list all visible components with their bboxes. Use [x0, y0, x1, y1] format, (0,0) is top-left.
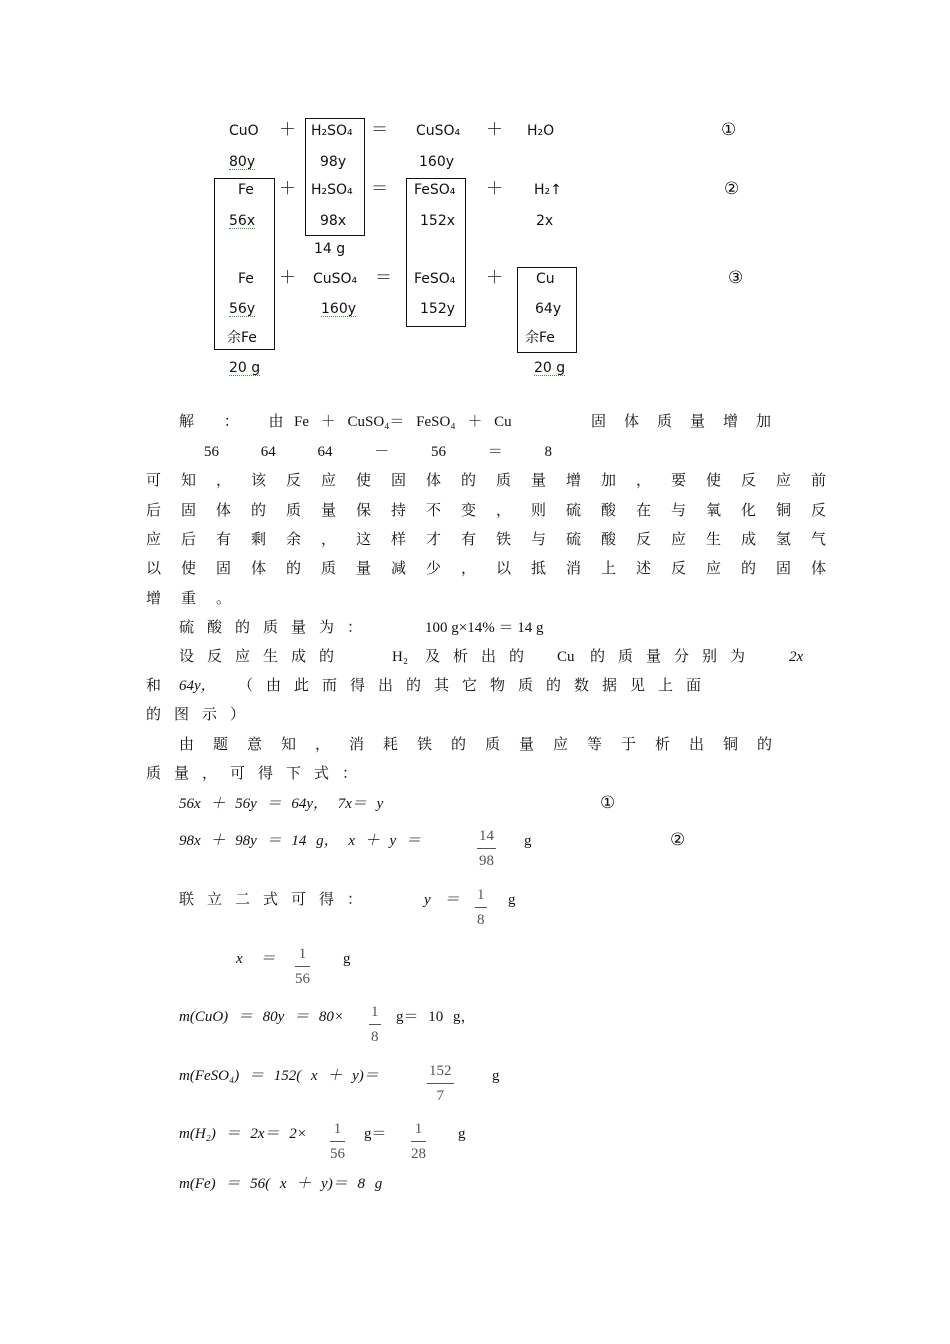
r2-number: ② [724, 179, 740, 199]
r1-eq: ＝ [371, 120, 388, 140]
r2-98x: 98x [320, 213, 347, 229]
m-h2-fraction-2: 1 28 [411, 1121, 426, 1162]
r2-h2so4: H₂SO₄ [311, 182, 353, 198]
m-feso4: m(FeSO₄) ＝ 152( x ＋ y)＝ [179, 1068, 379, 1084]
assume-2x: 2x [789, 649, 804, 665]
r3-excess-fe-left: 余Fe [227, 330, 257, 346]
y-fraction: 1 8 [477, 887, 485, 928]
assume-cu: Cu [557, 649, 575, 665]
m-h2-unit: g [458, 1126, 466, 1142]
r2-plus2: ＋ [486, 179, 503, 199]
r1-h2o: H₂O [527, 123, 555, 139]
r1-cuo: CuO [229, 123, 259, 139]
assume-3: 的质量分别为 [590, 649, 759, 665]
equation-2-fraction: 14 98 [479, 828, 494, 869]
assume-2: 及析出的 [425, 649, 538, 665]
m-h2-eq: g＝ [364, 1126, 387, 1142]
acid-mass-value: 100 g×14% ＝ 14 g [425, 620, 544, 636]
r2-2x: 2x [536, 213, 554, 229]
sol-masses: 56 64 64 － 56 ＝ 8 [204, 444, 553, 460]
r1-h2so4: H₂SO₄ [311, 123, 353, 139]
equation-2-number: ② [670, 830, 686, 850]
r1-160y: 160y [419, 154, 455, 170]
m-cuo-result: g＝ 10 g， [396, 1009, 476, 1025]
x-unit: g [343, 951, 351, 967]
m-cuo: m(CuO) ＝ 80y ＝ 80× [179, 1009, 344, 1025]
r3-feso4: FeSO₄ [414, 271, 456, 287]
condition-2: 质量，可得下式： [146, 766, 371, 782]
r3-eq: ＝ [375, 268, 392, 288]
sol-intro: 解 ： 由 [179, 414, 297, 430]
condition-1: 由题意知，消耗铁的质量应等于析出铜的 [179, 737, 792, 753]
combine-label: 联立二式可得： [179, 892, 376, 908]
assume-note: （由此而得出的其它物质的数据见上面 [238, 678, 715, 694]
acid-mass-label: 硫酸的质量为： [179, 620, 376, 636]
r2-152x: 152x [420, 213, 456, 229]
r1-plus: ＋ [279, 120, 296, 140]
r1-cuso4: CuSO₄ [416, 123, 461, 139]
r3-fe: Fe [238, 271, 254, 287]
assume-1: 设反应生成的 [179, 649, 348, 665]
sol-para-4: 以使固体的质量减少，以抵消上述反应的固体 [146, 561, 847, 577]
r3-20g-right: 20 g [534, 360, 566, 376]
y-unit: g [508, 892, 516, 908]
m-feso4-fraction: 152 7 [429, 1063, 452, 1104]
m-h2-fraction-1: 1 56 [330, 1121, 345, 1162]
m-h2: m(H₂) ＝ 2x＝ 2× [179, 1126, 307, 1142]
x-fraction: 1 56 [295, 946, 310, 987]
box-fe [214, 178, 275, 350]
r1-80y: 80y [229, 154, 256, 170]
equation-2: 98x ＋ 98y ＝ 14 g， x ＋ y ＝ [179, 833, 421, 849]
r3-number: ③ [728, 268, 744, 288]
equation-1: 56x ＋ 56y ＝ 64y， 7x＝ y [179, 796, 384, 812]
sol-para-2: 后固体的质量保持不变，则硫酸在与氧化铜反 [146, 503, 847, 519]
assume-note-end: 的图示） [146, 707, 259, 723]
x-result: x ＝ [236, 951, 276, 967]
r3-64y: 64y [535, 301, 562, 317]
r2-feso4: FeSO₄ [414, 182, 456, 198]
r2-56x: 56x [229, 213, 256, 229]
sol-para-5: 增重。 [146, 591, 252, 607]
r3-56y: 56y [229, 301, 256, 317]
m-fe: m(Fe) ＝ 56( x ＋ y)＝ 8 g [179, 1176, 383, 1192]
m-cuo-fraction: 1 8 [371, 1004, 379, 1045]
r2-plus: ＋ [279, 179, 296, 199]
y-result: y ＝ [424, 892, 460, 908]
equation-1-number: ① [600, 793, 616, 813]
r2-fe: Fe [238, 182, 254, 198]
equation-2-unit: g [524, 833, 532, 849]
r1-plus2: ＋ [486, 120, 503, 140]
r3-cu: Cu [536, 271, 555, 287]
r3-excess-fe-right: 余Fe [525, 330, 555, 346]
sol-mass-increase: 固体质量增加 [591, 414, 790, 430]
sol-para-1: 可知，该反应使固体的质量增加，要使反应前 [146, 473, 847, 489]
assume-64y: 64y， [179, 678, 216, 694]
r3-plus2: ＋ [486, 268, 503, 288]
r2-h2: H₂↑ [534, 182, 562, 198]
r2-14g: 14 g [314, 241, 346, 257]
r3-cuso4: CuSO₄ [313, 271, 358, 287]
assume-and: 和 [146, 678, 162, 694]
r1-number: ① [721, 120, 737, 140]
assume-h2: H₂ [392, 649, 409, 665]
r1-98y: 98y [320, 154, 347, 170]
r2-eq: ＝ [371, 179, 388, 199]
sol-para-3: 应后有剩余，这样才有铁与硫酸反应生成氢气 [146, 532, 847, 548]
r3-plus: ＋ [279, 268, 296, 288]
r3-160y: 160y [321, 301, 357, 317]
m-feso4-unit: g [492, 1068, 500, 1084]
r3-152y: 152y [420, 301, 456, 317]
r3-20g-left: 20 g [229, 360, 261, 376]
sol-reaction: Fe ＋ CuSO₄＝ FeSO₄ ＋ Cu [294, 414, 512, 430]
